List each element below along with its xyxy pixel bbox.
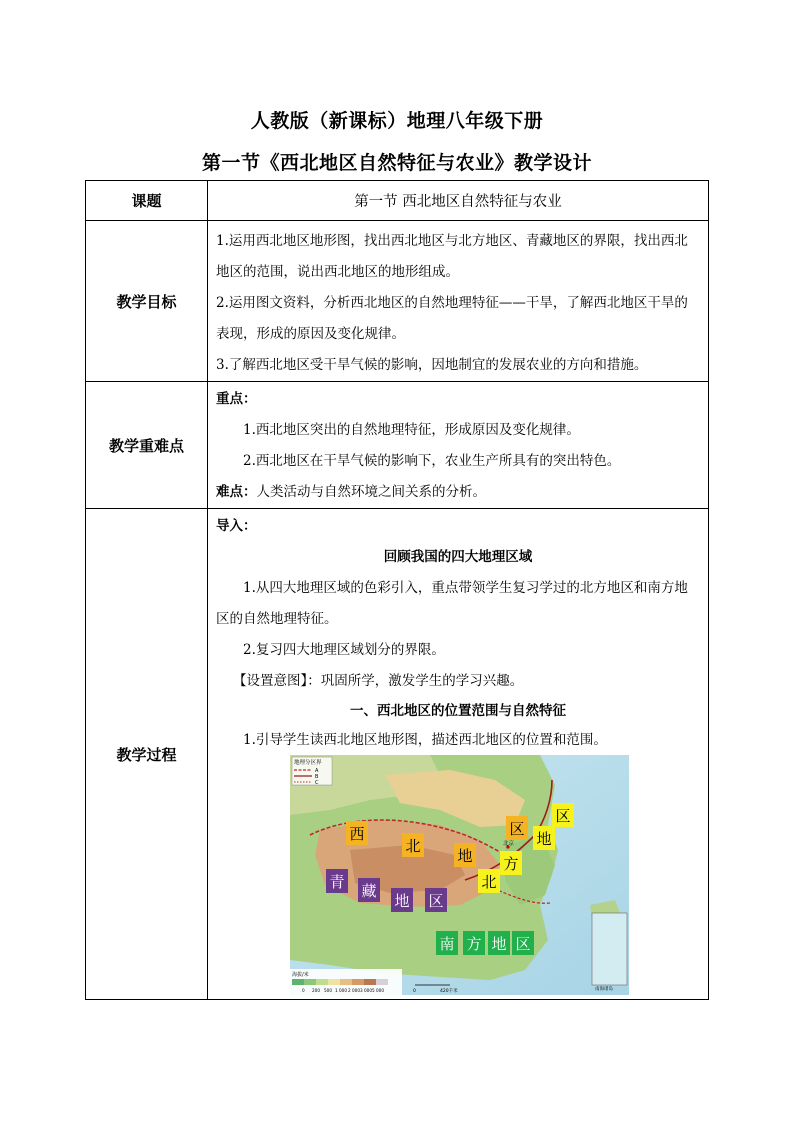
elevation-label: 海拔/米 xyxy=(292,972,309,978)
legend-c: C xyxy=(315,780,319,786)
elevation-swatch xyxy=(316,979,328,985)
south-char: 方 xyxy=(466,935,482,953)
scale-right: 420千米 xyxy=(440,989,458,994)
northwest-char: 西 xyxy=(349,825,365,843)
south-char: 南 xyxy=(439,935,455,953)
difficulty-line xyxy=(216,477,700,508)
qingzang-char: 地 xyxy=(394,892,410,910)
elevation-swatch xyxy=(328,979,340,985)
elevation-tick: 200 xyxy=(312,988,320,993)
document-title: 人教版（新课标）地理八年级下册 xyxy=(250,110,544,132)
elevation-swatch xyxy=(292,979,304,985)
elevation-swatch xyxy=(352,979,364,985)
north-char: 区 xyxy=(555,807,571,825)
step-1: 1.引导学生读西北地区地形图，描述西北地区的位置和范围。 xyxy=(243,732,607,748)
difficulty-label: 难点： xyxy=(216,484,257,500)
legend-a: A xyxy=(315,768,319,774)
elevation-swatch xyxy=(364,979,376,985)
topic-label: 课题 xyxy=(86,181,208,221)
elevation-tick: 1 000 xyxy=(335,988,347,993)
elevation-ticks xyxy=(302,988,384,993)
design-intent: 【设置意图】：巩固所学，激发学生的学习兴趣。 xyxy=(233,673,524,689)
northwest-terrain-map xyxy=(290,755,629,995)
map-svg xyxy=(290,755,629,995)
key-points-label: 教学重难点 xyxy=(86,382,208,509)
elevation-tick: 5 000 xyxy=(372,988,384,993)
key-item: 1.西北地区突出的自然地理特征，形成原因及变化规律。 xyxy=(243,422,580,438)
legend-b: B xyxy=(315,774,319,780)
objectives-content xyxy=(208,221,709,382)
topic-value: 第一节 西北地区自然特征与农业 xyxy=(208,181,709,221)
key-item: 2.西北地区在干旱气候的影响下，农业生产所具有的突出特色。 xyxy=(243,453,621,469)
objective-item: 2.运用图文资料，分析西北地区的自然地理特征——干旱，了解西北地区干旱的表现，形成的原因及变化规律。 xyxy=(216,295,688,342)
objective-item: 3.了解西北地区受干旱气候的影响，因地制宜的发展农业的方向和措施。 xyxy=(216,357,648,373)
elevation-swatch xyxy=(304,979,316,985)
northwest-char: 北 xyxy=(405,837,421,855)
beijing-label: 北京 xyxy=(503,841,515,847)
qingzang-char: 青 xyxy=(329,873,345,891)
process-label: 教学过程 xyxy=(86,509,208,1000)
nanhai-label: 南海诸岛 xyxy=(595,987,613,992)
intro-item: 1.从四大地理区域的色彩引入，重点带领学生复习学过的北方地区和南方地区的自然地理特征。 xyxy=(216,580,688,627)
row-topic xyxy=(86,181,709,221)
intro-label: 导入： xyxy=(216,518,257,534)
row-key-points xyxy=(86,382,709,509)
legend-title: 地理分区界 xyxy=(294,760,322,766)
objectives-label: 教学目标 xyxy=(86,221,208,382)
northwest-char: 区 xyxy=(509,820,525,838)
process-content xyxy=(208,509,709,1000)
row-objectives xyxy=(86,221,709,382)
elevation-tick: 0 xyxy=(302,988,305,993)
elevation-tick: 3 000 xyxy=(360,988,372,993)
difficulty-text: 人类活动与自然环境之间关系的分析。 xyxy=(256,484,486,500)
lesson-plan-table xyxy=(85,180,709,1000)
northwest-char: 地 xyxy=(457,847,473,865)
elevation-swatches xyxy=(292,979,388,985)
south-char: 地 xyxy=(491,935,507,953)
key-points-content xyxy=(208,382,709,509)
qingzang-char: 藏 xyxy=(361,882,377,900)
elevation-tick: 2 000 xyxy=(348,988,360,993)
north-char: 方 xyxy=(503,855,519,873)
nanhai-inset xyxy=(592,913,627,985)
elevation-swatch xyxy=(376,979,388,985)
qingzang-char: 区 xyxy=(428,892,444,910)
key-label: 重点： xyxy=(216,391,257,407)
row-process xyxy=(86,509,709,1000)
north-char: 地 xyxy=(536,830,552,848)
elevation-tick: 500 xyxy=(324,988,332,993)
elevation-swatch xyxy=(340,979,352,985)
south-char: 区 xyxy=(515,935,531,953)
section-heading: 一、西北地区的位置范围与自然特征 xyxy=(350,703,566,719)
document-subtitle: 第一节《西北地区自然特征与农业》教学设计 xyxy=(201,152,592,174)
scale-left: 0 xyxy=(413,989,416,994)
north-char: 北 xyxy=(481,873,497,891)
intro-heading: 回顾我国的四大地理区域 xyxy=(383,549,533,565)
intro-item: 2.复习四大地理区域划分的界限。 xyxy=(243,642,445,658)
objective-item: 1.运用西北地区地形图，找出西北地区与北方地区、青藏地区的界限，找出西北地区的范围，说出西北地区的地形组成。 xyxy=(216,233,688,280)
